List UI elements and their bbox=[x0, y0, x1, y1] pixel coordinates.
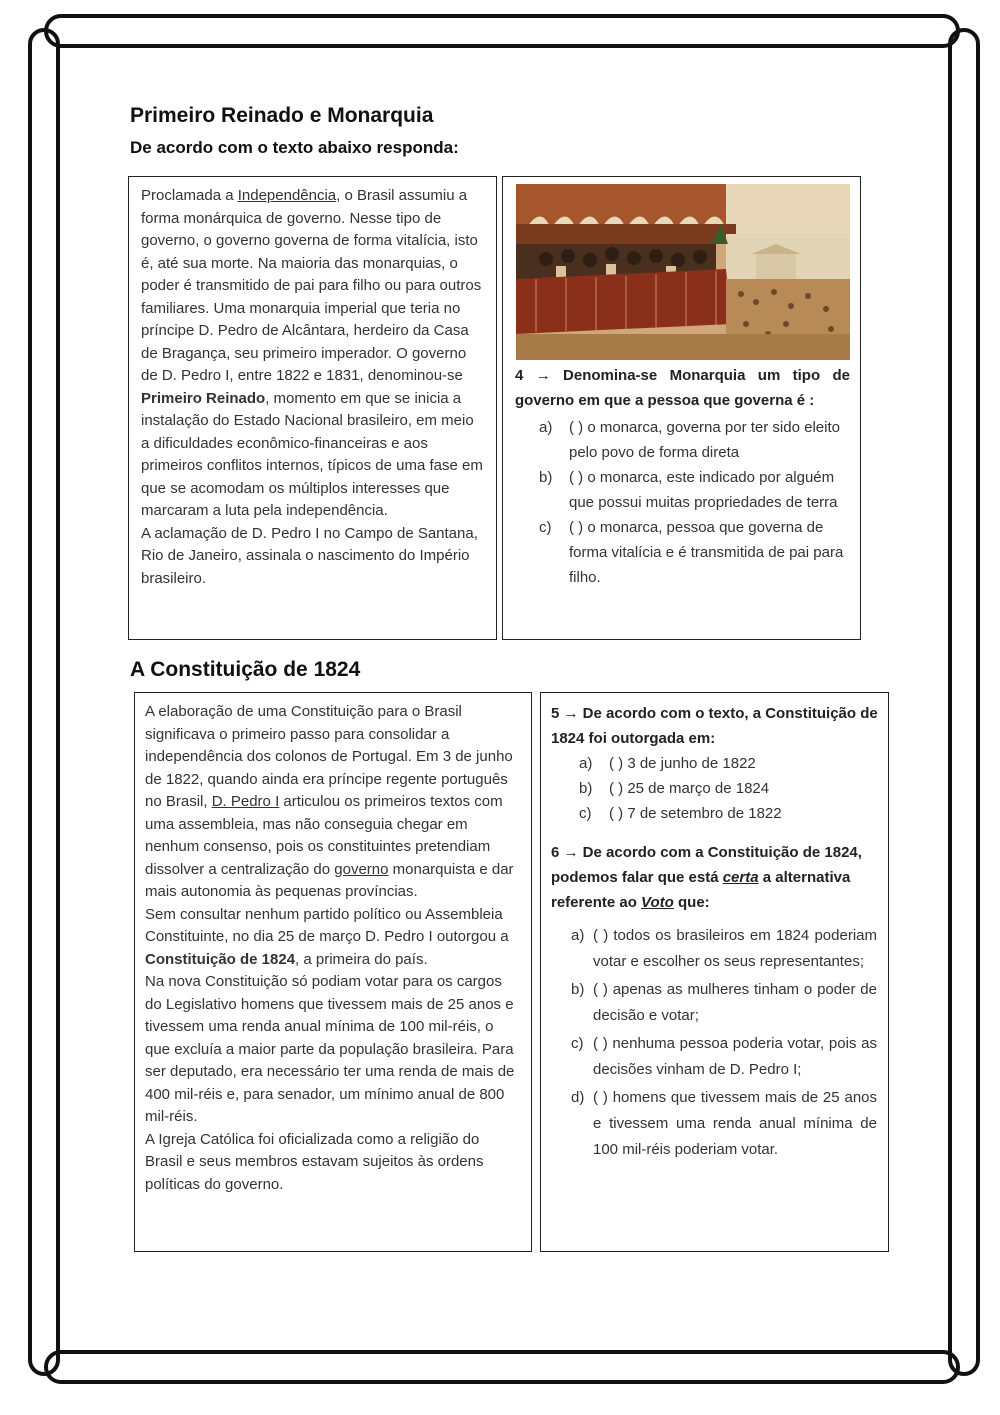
q5-options bbox=[579, 751, 878, 826]
section1-text-box bbox=[128, 176, 497, 640]
q5-option-b[interactable] bbox=[579, 776, 878, 801]
q5-option-b-text: ( ) 25 de março de 1824 bbox=[609, 780, 770, 797]
q4-option-c[interactable] bbox=[539, 515, 850, 590]
q4-option-a[interactable] bbox=[539, 415, 850, 465]
q5-q6-box bbox=[540, 692, 889, 1252]
q5-option-c[interactable] bbox=[579, 801, 878, 826]
q6-option-c-text: ( ) nenhuma pessoa poderia votar, pois as decisões vinham de D. Pedro I; bbox=[593, 1035, 877, 1078]
q6-heading-b: a alternativa referente ao bbox=[551, 869, 851, 911]
q4-heading: 4 → Denomina-se Monarquia um tipo de governo em que a pessoa que governa é : bbox=[515, 367, 850, 409]
q4-option-b[interactable] bbox=[539, 465, 850, 515]
frame-left-bar bbox=[28, 28, 60, 1376]
section2-text-box bbox=[134, 692, 532, 1252]
q6-heading-a: 6 → De acordo com a Constituição de 1824, podemos falar que está bbox=[551, 844, 862, 886]
q5-option-b-letter: b) bbox=[579, 780, 593, 797]
q6-option-d[interactable] bbox=[571, 1085, 877, 1163]
q6-heading-voto: Voto bbox=[641, 894, 674, 911]
s1-primeiro-reinado: Primeiro Reinado bbox=[141, 389, 266, 407]
s1-part-b: , o Brasil assumiu a forma monárquica de governo. Nesse tipo de governo, o governo governa de forma vitalícia, isto é, até sua morte. Na maioria das monarquias, o poder é transmitido de pai para filho ou para outros familiares. Uma monarquia imperial que teria no príncipe D. Pedro de Alcântara, herdeiro da Casa de Bragança, seu primeiro imperador. O governo de D. Pedro I, entre 1822 e 1831, denominou-se bbox=[141, 187, 482, 384]
frame-bottom-bar bbox=[44, 1350, 960, 1384]
s2-p1a: A elaboração de uma Constituição para o Brasil significava o primeiro passo para consolidar a independência dos colonos de Portugal. Em 3 de junho de 1822, quando ainda era príncipe regente português no Brasil, bbox=[145, 703, 513, 810]
q4-option-a-text: ( ) o monarca, governa por ter sido eleito pelo povo de forma direta bbox=[569, 419, 840, 461]
q5-option-c-letter: c) bbox=[579, 805, 592, 822]
frame-right-bar bbox=[948, 28, 980, 1376]
q4-options bbox=[539, 415, 850, 590]
s1-independencia-link: Independência bbox=[237, 187, 337, 204]
q5-option-a[interactable] bbox=[579, 751, 878, 776]
q4-box bbox=[502, 176, 861, 640]
q6-option-d-text: ( ) homens que tivessem mais de 25 anos e tivessem uma renda anual mínima de 100 mil-réis poderiam votar. bbox=[593, 1089, 877, 1158]
q6-heading bbox=[551, 840, 878, 915]
page-subtitle: De acordo com o texto abaixo responda: bbox=[130, 138, 459, 157]
q6-option-a[interactable] bbox=[571, 923, 877, 975]
s2-p3: Na nova Constituição só podiam votar para os cargos do Legislativo homens que tivessem mais de 25 anos e tivessem uma renda anual mínima de 100 mil-réis, o que excluía a maior parte da população brasileira. Para ser deputado, era necessário ter uma renda de mais de 400 mil-réis e, para senador, um mínimo anual de 800 mil-réis. bbox=[145, 973, 515, 1125]
q6-option-a-text: ( ) todos os brasileiros em 1824 poderiam votar e escolher os seus representantes; bbox=[593, 927, 877, 970]
q6-option-b-text: ( ) apenas as mulheres tinham o poder de decisão e votar; bbox=[593, 981, 877, 1024]
s1-part-a: Proclamada a bbox=[141, 187, 238, 204]
s2-p2b: , a primeira do país. bbox=[295, 950, 428, 968]
s2-p1c: monarquista e dar mais autonomia às pequenas províncias. bbox=[145, 860, 514, 900]
acclamation-painting bbox=[516, 184, 850, 360]
q5-option-c-text: ( ) 7 de setembro de 1822 bbox=[609, 805, 782, 822]
q6-option-c[interactable] bbox=[571, 1031, 877, 1083]
q6-heading-c: que: bbox=[673, 894, 710, 911]
q4-option-c-text: ( ) o monarca, pessoa que governa de forma vitalícia e é transmitida de pai para filho. bbox=[569, 519, 844, 586]
q6-option-b[interactable] bbox=[571, 977, 877, 1029]
q5-heading: 5 → De acordo com o texto, a Constituição de 1824 foi outorgada em: bbox=[551, 705, 878, 747]
section2-text bbox=[145, 701, 521, 1196]
section2-title: A Constituição de 1824 bbox=[130, 658, 361, 681]
q5-option-a-letter: a) bbox=[579, 755, 593, 772]
frame-top-bar bbox=[44, 14, 960, 48]
s2-p2-bold: Constituição de 1824 bbox=[145, 950, 296, 968]
s1-part-d: A aclamação de D. Pedro I no Campo de Santana, Rio de Janeiro, assinala o nascimento do Império brasileiro. bbox=[141, 524, 478, 587]
s2-governo-link: governo bbox=[334, 860, 389, 878]
q4-content bbox=[515, 363, 850, 590]
s2-dpedro-link: D. Pedro I bbox=[211, 793, 280, 810]
q5-option-a-text: ( ) 3 de junho de 1822 bbox=[609, 755, 756, 772]
s1-part-c: , momento em que se inicia a instalação do Estado Nacional brasileiro, em meio a dificuldades econômico-financeiras e aos primeiros conflitos internos, típicos de uma fase em que se acomodam os múltiplos interesses que marcaram a luta pela independência. bbox=[141, 389, 483, 519]
q4-option-b-text: ( ) o monarca, este indicado por alguém que possui muitas propriedades de terra bbox=[569, 469, 838, 511]
q6-option-a-letter: a) bbox=[571, 927, 585, 944]
q6-option-b-letter: b) bbox=[571, 981, 585, 998]
q6-option-c-letter: c) bbox=[571, 1035, 584, 1052]
q6-options bbox=[571, 923, 877, 1163]
q6-option-d-letter: d) bbox=[571, 1089, 585, 1106]
q6-heading-certa: certa bbox=[722, 869, 759, 886]
q4-option-c-letter: c) bbox=[539, 519, 552, 536]
q4-option-b-letter: b) bbox=[539, 469, 553, 486]
s2-p4: A Igreja Católica foi oficializada como a religião do Brasil e seus membros estavam sujeitos às ordens políticas do governo. bbox=[145, 1130, 484, 1193]
s2-p2a: Sem consultar nenhum partido político ou Assembleia Constituinte, no dia 25 de março D. Pedro I outorgou a bbox=[145, 905, 509, 945]
q4-option-a-letter: a) bbox=[539, 419, 553, 436]
section1-text bbox=[141, 185, 484, 590]
page-title: Primeiro Reinado e Monarquia bbox=[130, 104, 434, 127]
s2-p1b: articulou os primeiros textos com uma assembleia, mas não conseguia chegar em nenhum consenso, pois os constituintes pretendiam dissolver a centralização do bbox=[145, 793, 503, 878]
